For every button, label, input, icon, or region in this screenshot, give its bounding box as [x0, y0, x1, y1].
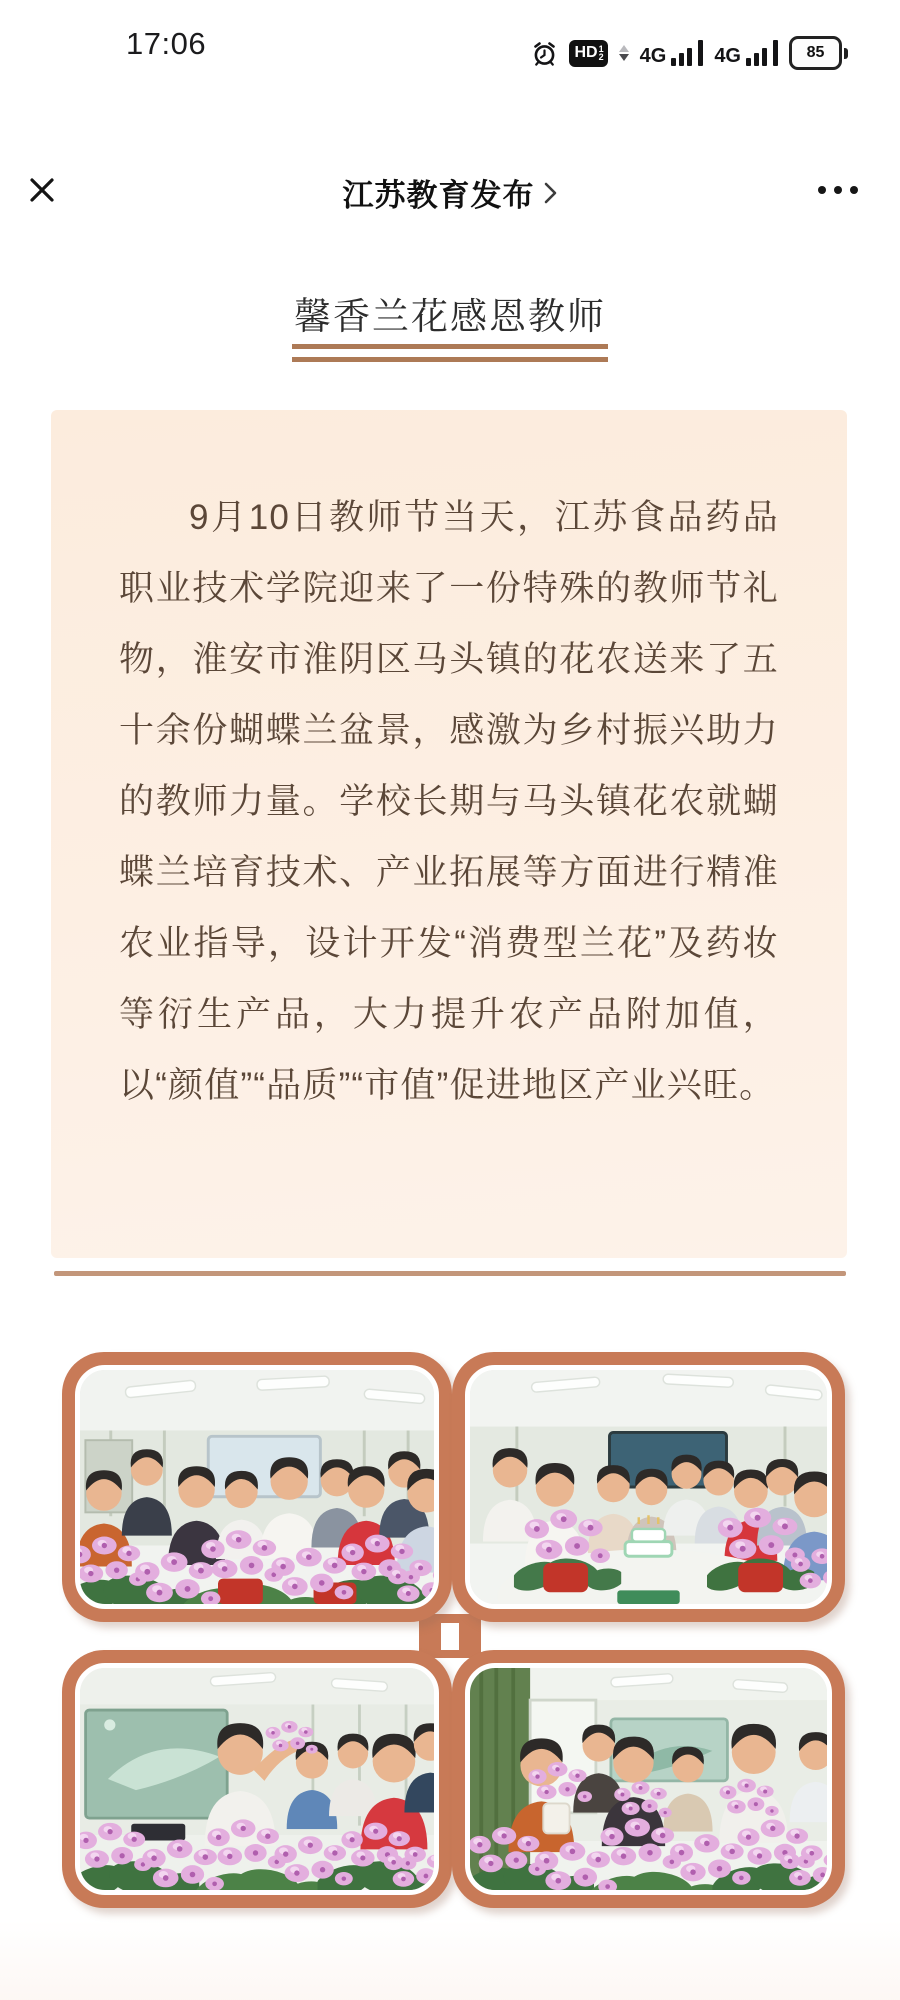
signal-bars-icon [746, 48, 767, 66]
official-account-title[interactable] [0, 170, 900, 215]
title-double-underline [292, 344, 608, 370]
photo-farmer-explaining[interactable] [62, 1650, 452, 1908]
signal-bars-icon [671, 48, 692, 66]
collage-center-hole [441, 1623, 459, 1650]
section-divider [54, 1271, 846, 1276]
article-paragraph: 9月10日教师节当天，江苏食品药品职业技术学院迎来了一份特殊的教师节礼物，淮安市淮阴区马头镇的花农送来了五十余份蝴蝶兰盆景，感激为乡村振兴助力的教师力量。学校长期与马头镇花农就蝴蝶兰培育技术、产业拓展等方面进行精准农业指导，设计开发“消费型兰花”及药妆等衍生产品，大力提升农产品附加值，以“颜值”“品质”“市值”促进地区产业兴旺。 [119, 498, 779, 1105]
clock-time: 17:06 [126, 26, 207, 61]
signal-sim1: 4G [640, 40, 704, 66]
page-bottom-fade [0, 1920, 900, 2000]
data-arrows-icon [619, 45, 629, 61]
photo-cake-table[interactable] [452, 1352, 845, 1622]
more-menu-icon[interactable] [818, 186, 858, 194]
status-bar [0, 0, 900, 76]
photo-thumbs-up-group[interactable] [62, 1352, 452, 1622]
article-title: 馨香兰花感恩教师 [294, 296, 606, 337]
signal-sim2: 4G [714, 40, 778, 66]
photo-holding-orchids[interactable] [452, 1650, 845, 1908]
account-name: 江苏教育发布 [342, 178, 535, 213]
photo-bottom-right-image [470, 1668, 827, 1890]
photo-top-right-image [470, 1370, 827, 1604]
battery-percent: 85 [806, 44, 825, 61]
chevron-right-icon [543, 180, 558, 206]
battery-icon [789, 36, 848, 70]
wechat-article-header [0, 80, 900, 213]
alarm-clock-icon [531, 40, 558, 67]
photo-bottom-left-image [80, 1668, 434, 1890]
status-icons [531, 36, 849, 70]
photo-top-left-image [80, 1370, 434, 1604]
article-body-panel [51, 410, 847, 1258]
volte-hd-icon: HD 1 2 [569, 40, 608, 67]
